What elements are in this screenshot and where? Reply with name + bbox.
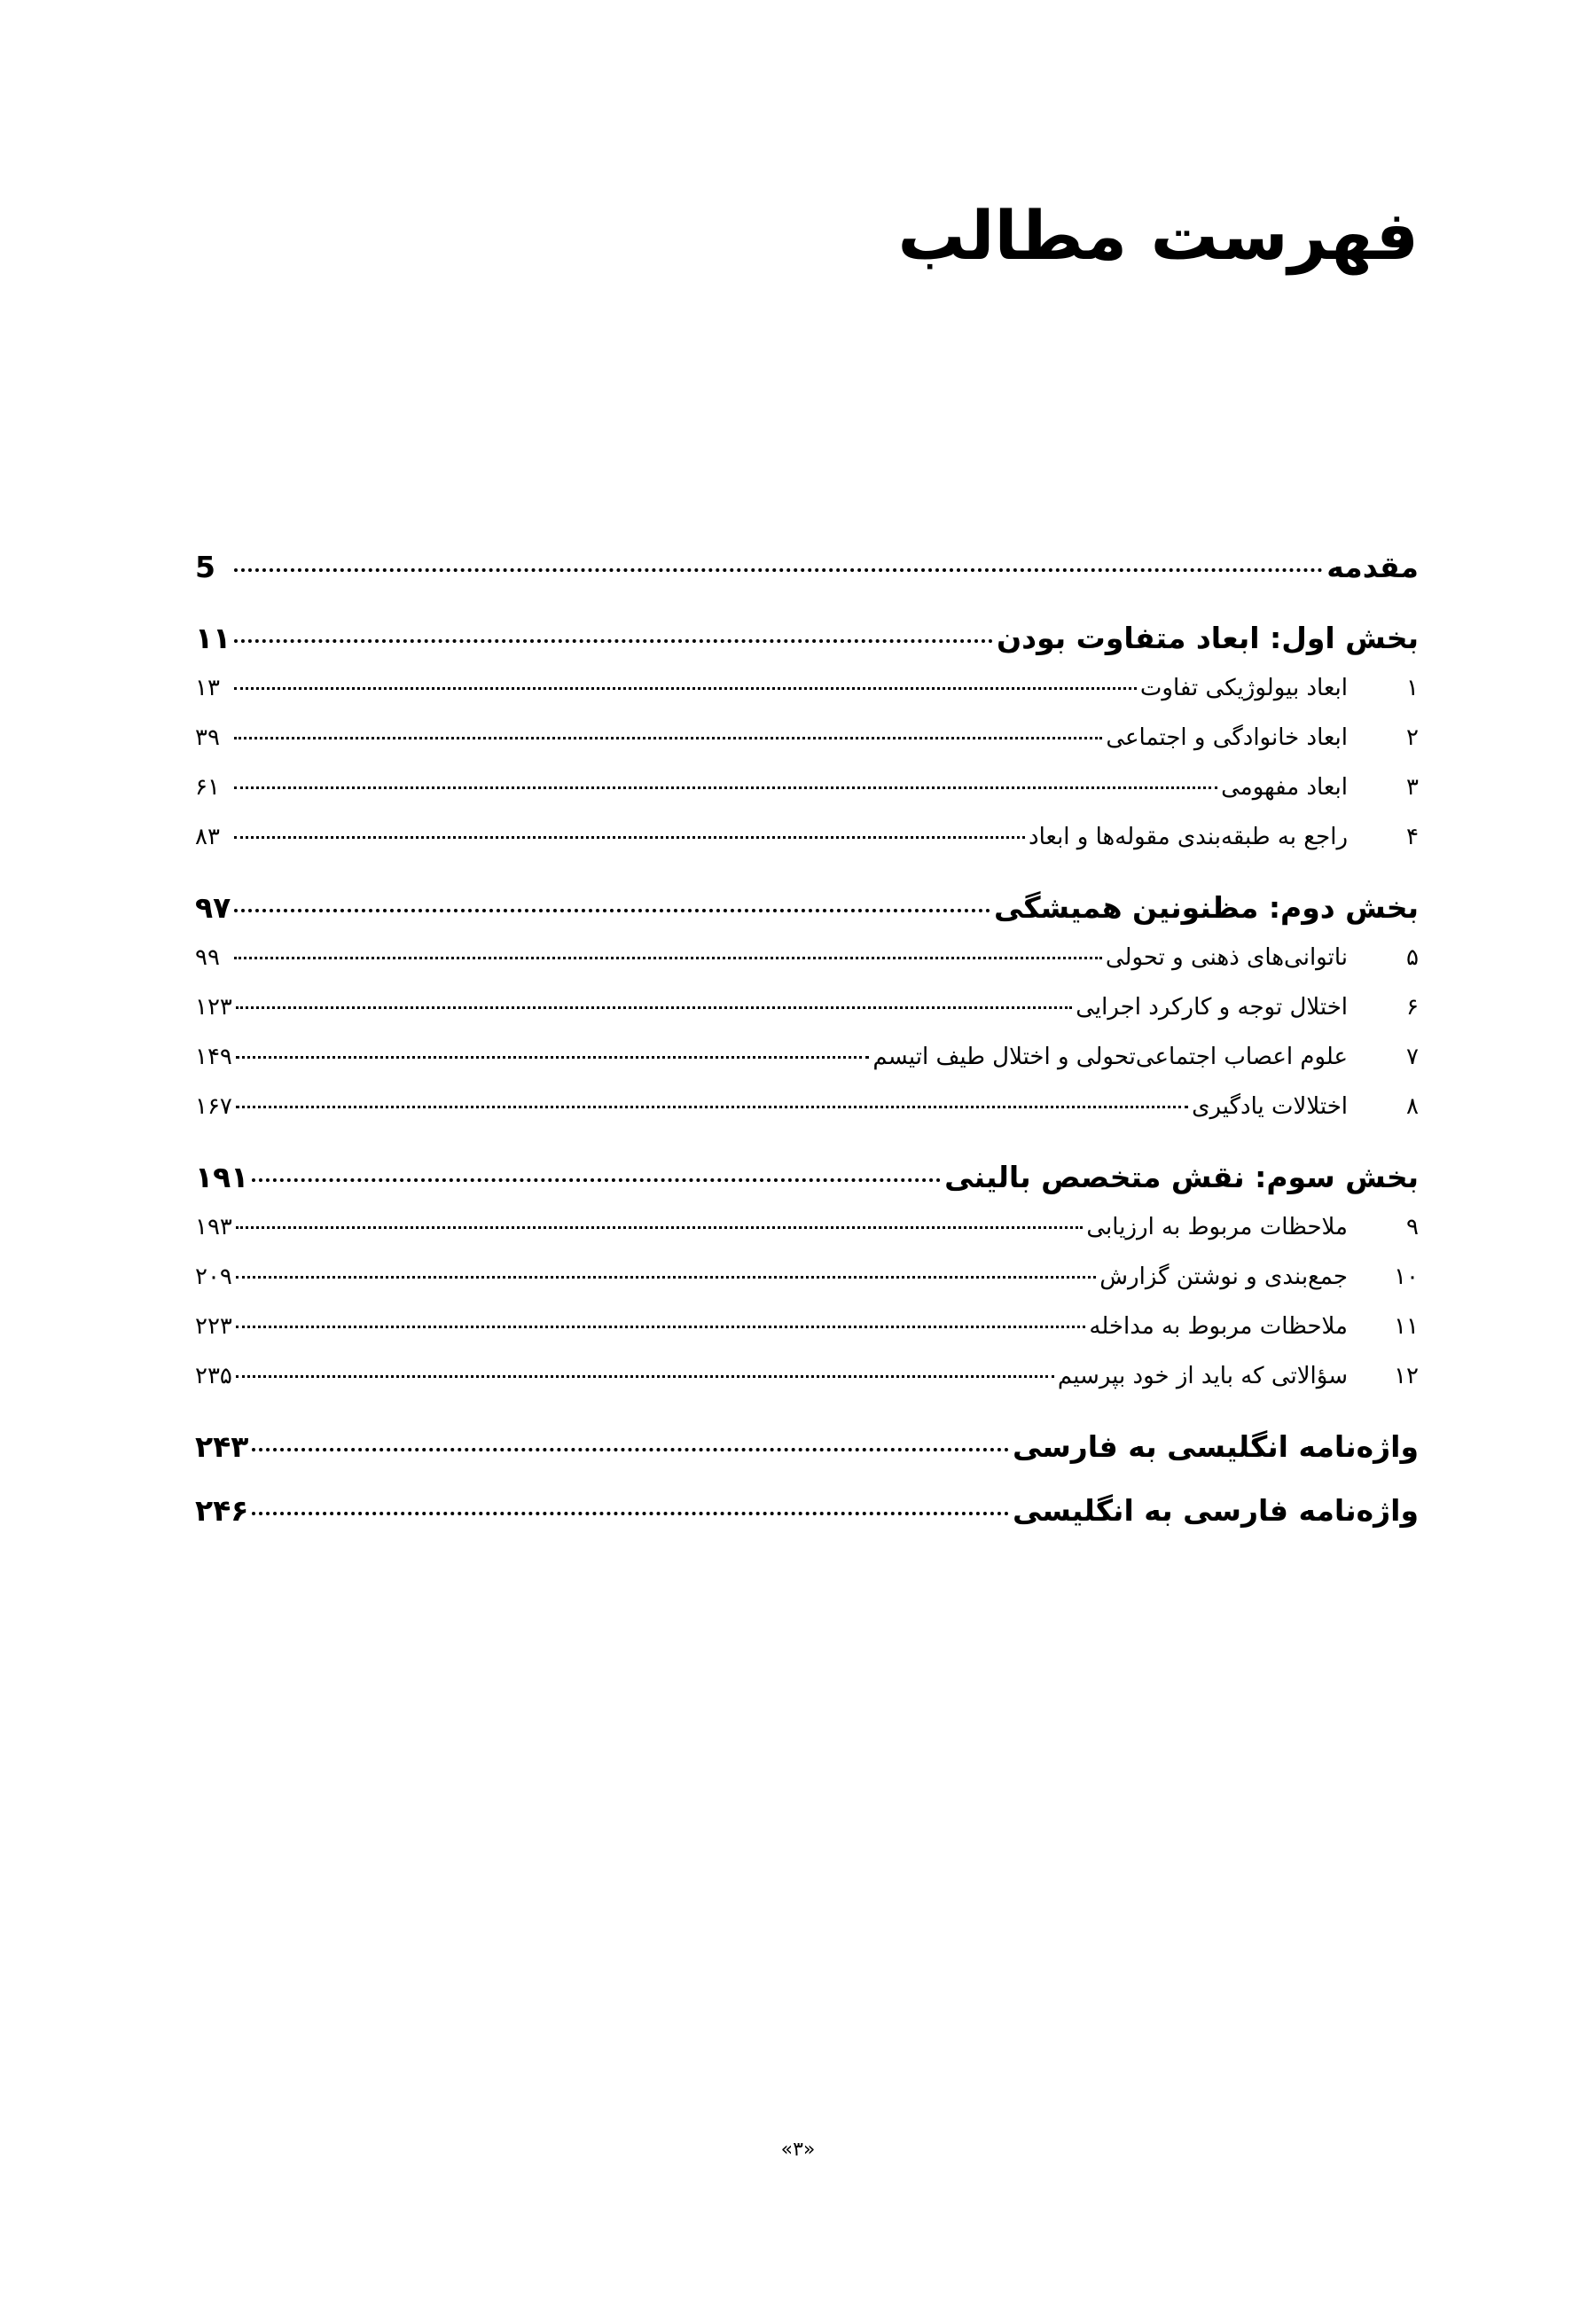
toc-chapter-12[interactable] (195, 1351, 1419, 1401)
toc-page-number: ۶۱ (195, 774, 220, 801)
chapter-number: ۶ (1406, 994, 1419, 1021)
toc-part-title: بخش سوم: نقش متخصص بالینی (944, 1160, 1419, 1194)
chapter-number: ۵ (1406, 944, 1419, 971)
chapter-number: ۹ (1406, 1214, 1419, 1240)
chapter-title: علوم اعصاب اجتماعی‌تحولی و اختلال طیف اتیسم (872, 1044, 1348, 1070)
chapter-title: راجع به طبقه‌بندی مقوله‌ها و ابعاد (1029, 824, 1348, 850)
toc-page-number: ۱۴۹ (195, 1044, 232, 1070)
toc-chapter-7[interactable] (195, 1032, 1419, 1082)
toc-entry-title: واژه‌نامه انگلیسی به فارسی (1012, 1429, 1419, 1464)
dot-leader (236, 983, 1072, 1009)
dot-leader (234, 610, 993, 643)
chapter-title: اختلالات یادگیری (1192, 1093, 1348, 1120)
chapter-title: ناتوانی‌های ذهنی و تحولی (1105, 944, 1348, 971)
dot-leader (234, 664, 1137, 690)
chapter-title: سؤالاتی که باید از خود بپرسیم (1057, 1363, 1348, 1389)
chapter-title: اختلال توجه و کارکرد اجرایی (1076, 994, 1348, 1021)
toc-chapter-5[interactable] (195, 933, 1419, 982)
toc-page-number: ۲۳۵ (195, 1363, 232, 1389)
toc-page-number: ۸۳ (195, 824, 220, 850)
chapter-number: ۲ (1406, 724, 1419, 751)
page-title: فهرست مطالب (897, 196, 1419, 275)
dot-leader (252, 1419, 1009, 1451)
toc-page-number: ۲۴۶ (195, 1493, 249, 1528)
chapter-number: ۱۲ (1394, 1363, 1419, 1389)
chapter-number: ۱ (1406, 675, 1419, 701)
toc-part-title: بخش اول: ابعاد متفاوت بودن (997, 621, 1419, 655)
toc-page-number: ۱۶۷ (195, 1093, 232, 1120)
dot-leader (236, 1352, 1054, 1378)
toc-part-2[interactable] (195, 883, 1419, 933)
dot-leader (234, 714, 1102, 739)
toc-chapter-2[interactable] (195, 713, 1419, 763)
chapter-number: ۳ (1406, 774, 1419, 801)
toc-chapter-6[interactable] (195, 982, 1419, 1032)
chapter-number: ۱۱ (1394, 1313, 1419, 1340)
toc-entry-intro[interactable] (195, 543, 1419, 592)
toc-page-number: ۹۹ (195, 944, 220, 971)
toc-page-number: 5 (195, 550, 215, 584)
dot-leader (236, 1033, 869, 1059)
toc-page-number: ۱۳ (195, 675, 220, 701)
toc-chapter-1[interactable] (195, 663, 1419, 713)
toc-glossary-en-fa[interactable] (195, 1422, 1419, 1472)
page-number: «۳» (780, 2139, 816, 2161)
toc-part-1[interactable] (195, 614, 1419, 663)
toc-entry-title: واژه‌نامه فارسی به انگلیسی (1012, 1493, 1419, 1528)
toc-chapter-8[interactable] (195, 1082, 1419, 1131)
toc-part-title: بخش دوم: مظنونین همیشگی (993, 890, 1419, 925)
toc-page-number: ۱۹۱ (195, 1160, 249, 1194)
toc-chapter-11[interactable] (195, 1302, 1419, 1351)
dot-leader (234, 763, 1217, 789)
chapter-number: ۴ (1406, 824, 1419, 850)
dot-leader (236, 1083, 1188, 1108)
chapter-number: ۸ (1406, 1093, 1419, 1120)
chapter-title: ملاحظات مربوط به مداخله (1089, 1313, 1348, 1340)
dot-leader (236, 1253, 1096, 1279)
toc-page-number: ۳۹ (195, 724, 220, 751)
toc-chapter-10[interactable] (195, 1252, 1419, 1302)
chapter-title: جمع‌بندی و نوشتن گزارش (1099, 1263, 1348, 1290)
toc-page-number: ۱۲۳ (195, 994, 232, 1021)
dot-leader (234, 934, 1102, 959)
dot-leader (236, 1303, 1085, 1328)
dot-leader (252, 1482, 1009, 1515)
toc-chapter-3[interactable] (195, 763, 1419, 812)
table-of-contents (195, 543, 1419, 1536)
dot-leader (234, 813, 1025, 839)
dot-leader (236, 1203, 1083, 1229)
dot-leader (252, 1149, 941, 1182)
toc-chapter-9[interactable] (195, 1202, 1419, 1252)
toc-page-number: ۱۱ (195, 621, 231, 655)
toc-page-number: ۲۲۳ (195, 1313, 232, 1340)
toc-glossary-fa-en[interactable] (195, 1486, 1419, 1536)
chapter-title: ابعاد بیولوژیکی تفاوت (1139, 675, 1348, 701)
toc-entry-title: مقدمه (1326, 550, 1419, 584)
toc-page-number: ۹۷ (195, 890, 231, 925)
toc-chapter-4[interactable] (195, 812, 1419, 862)
toc-page-number: ۱۹۳ (195, 1214, 232, 1240)
chapter-number: ۷ (1406, 1044, 1419, 1070)
chapter-number: ۱۰ (1394, 1263, 1419, 1290)
chapter-title: ابعاد مفهومی (1221, 774, 1348, 801)
chapter-title: ابعاد خانوادگی و اجتماعی (1106, 724, 1348, 751)
chapter-title: ملاحظات مربوط به ارزیابی (1086, 1214, 1348, 1240)
toc-page-number: ۲۴۳ (195, 1429, 249, 1464)
toc-part-3[interactable] (195, 1153, 1419, 1202)
dot-leader (234, 880, 990, 912)
dot-leader (234, 539, 1323, 572)
toc-page-number: ۲۰۹ (195, 1263, 232, 1290)
